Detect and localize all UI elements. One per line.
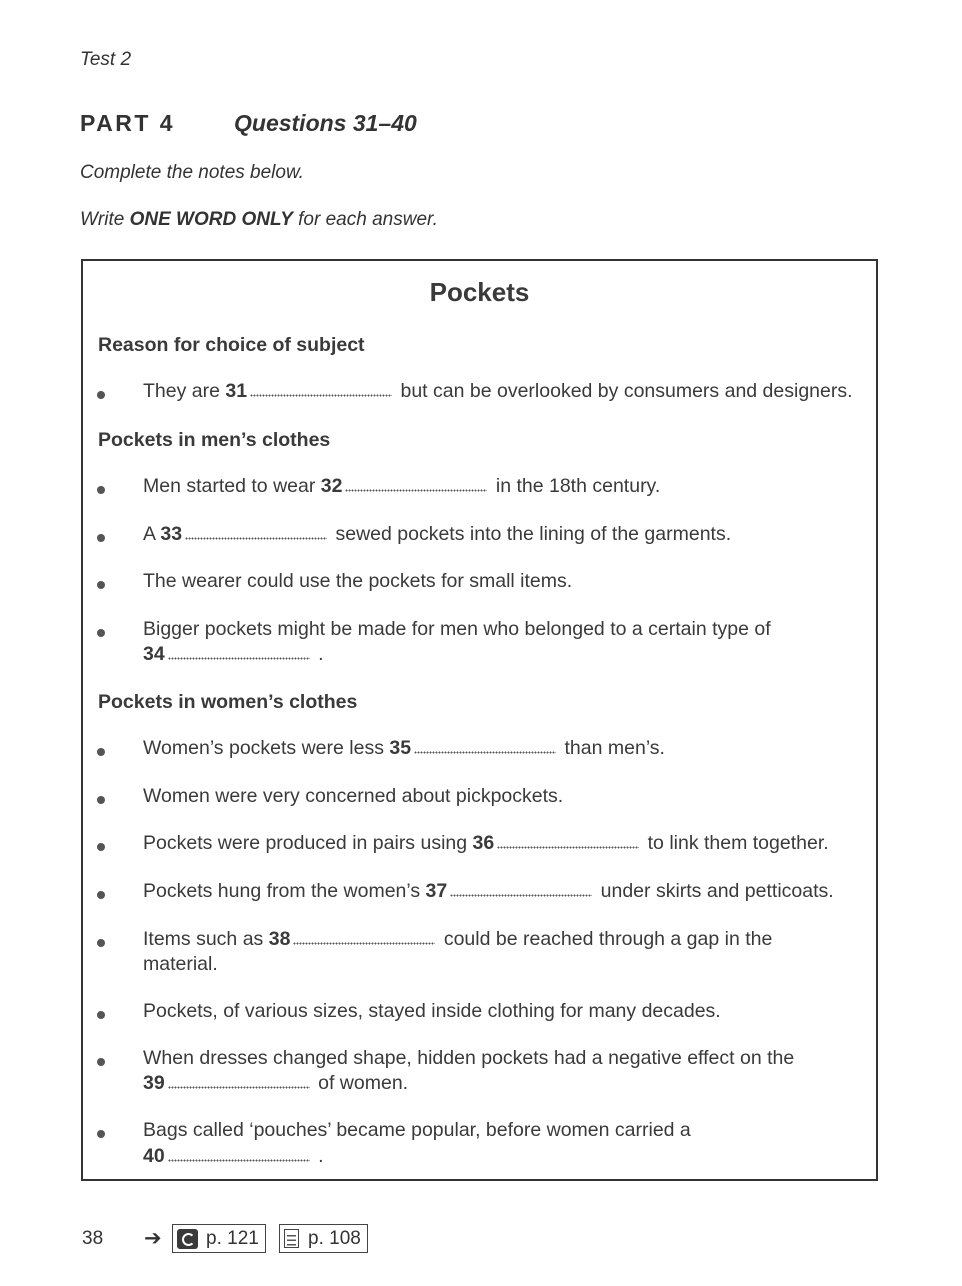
note-item-34-line1: Bigger pockets might be made for men who belonged to a certain type of	[143, 618, 771, 640]
answer-key-reference[interactable]	[279, 1224, 368, 1253]
bullet	[97, 1130, 105, 1138]
answer-key-icon	[284, 1229, 299, 1248]
note-item-39: 39 of women.	[143, 1072, 409, 1094]
test-label: Test 2	[80, 49, 132, 70]
question-number: 34	[143, 643, 165, 665]
bullet	[97, 629, 105, 637]
notes-title: Pockets	[429, 277, 530, 307]
instruction-word-limit: Write ONE WORD ONLY for each answer.	[80, 209, 438, 230]
answer-blank-35[interactable]	[414, 740, 556, 754]
audio-script-reference[interactable]	[172, 1224, 266, 1253]
section-heading-men: Pockets in men’s clothes	[98, 429, 331, 451]
bullet	[97, 534, 105, 542]
note-item-decades: Pockets, of various sizes, stayed inside clothing for many decades.	[143, 1000, 721, 1022]
answer-blank-36[interactable]	[497, 835, 639, 849]
bullet	[97, 748, 105, 756]
answer-blank-34[interactable]	[168, 646, 310, 660]
notes-box	[81, 259, 878, 1181]
answer-blank-32[interactable]	[345, 478, 487, 492]
question-number: 33	[160, 523, 183, 545]
answer-blank-39[interactable]	[168, 1075, 310, 1089]
question-number: 38	[268, 928, 291, 950]
note-item-33: A 33 sewed pockets into the lining of the garments.	[143, 523, 732, 545]
part-label: PART 4	[80, 110, 176, 136]
question-number: 32	[320, 475, 343, 497]
bullet	[97, 486, 105, 494]
note-item-34: 34 .	[143, 643, 324, 665]
bullet	[97, 891, 105, 899]
note-item-40: 40 .	[143, 1145, 324, 1167]
page-number: 38	[82, 1228, 104, 1249]
audio-script-page: p. 121	[206, 1227, 259, 1249]
arrow-right-icon: ➔	[144, 1227, 162, 1250]
answer-blank-33[interactable]	[185, 526, 327, 540]
answer-key-page: p. 108	[308, 1227, 361, 1249]
answer-blank-38[interactable]	[293, 931, 435, 945]
question-number: 35	[389, 737, 412, 759]
bullet	[97, 796, 105, 804]
note-item-32: Men started to wear 32 in the 18th century.	[143, 475, 661, 497]
question-number: 37	[425, 880, 448, 902]
bullet	[97, 1011, 105, 1019]
note-item-37: Pockets hung from the women’s 37 under skirts and petticoats.	[143, 880, 834, 902]
answer-blank-31[interactable]	[250, 383, 392, 397]
question-number: 39	[143, 1072, 165, 1094]
section-heading-women: Pockets in women’s clothes	[98, 691, 358, 713]
bullet	[97, 939, 105, 947]
part-heading	[80, 110, 417, 137]
question-number: 31	[225, 380, 248, 402]
note-item-40-line1: Bags called ‘pouches’ became popular, before women carried a	[143, 1119, 691, 1141]
note-item-35: Women’s pockets were less 35 than men’s.	[143, 737, 665, 759]
answer-blank-40[interactable]	[168, 1148, 310, 1162]
question-number: 36	[472, 832, 495, 854]
note-item-small-items: The wearer could use the pockets for small items.	[143, 570, 573, 592]
bullet	[97, 391, 105, 399]
questions-label: Questions 31–40	[234, 110, 417, 136]
bullet	[97, 843, 105, 851]
question-number: 40	[143, 1145, 165, 1167]
instruction-complete: Complete the notes below.	[80, 162, 304, 183]
note-item-36: Pockets were produced in pairs using 36 to link them together.	[143, 832, 829, 854]
note-item-38: Items such as 38 could be reached through a gap in the	[143, 928, 773, 950]
note-item-38-line2: material.	[143, 953, 218, 975]
answer-blank-37[interactable]	[450, 883, 592, 897]
bullet	[97, 1058, 105, 1066]
word-limit-emphasis: ONE WORD ONLY	[129, 209, 293, 230]
audio-script-icon	[177, 1229, 198, 1249]
note-item-pickpockets: Women were very concerned about pickpockets.	[143, 785, 564, 807]
bullet	[97, 581, 105, 589]
note-item-39-line1: When dresses changed shape, hidden pockets had a negative effect on the	[143, 1047, 795, 1069]
note-item-31: They are 31 but can be overlooked by consumers and designers.	[143, 380, 853, 402]
section-heading-reason: Reason for choice of subject	[98, 334, 365, 356]
